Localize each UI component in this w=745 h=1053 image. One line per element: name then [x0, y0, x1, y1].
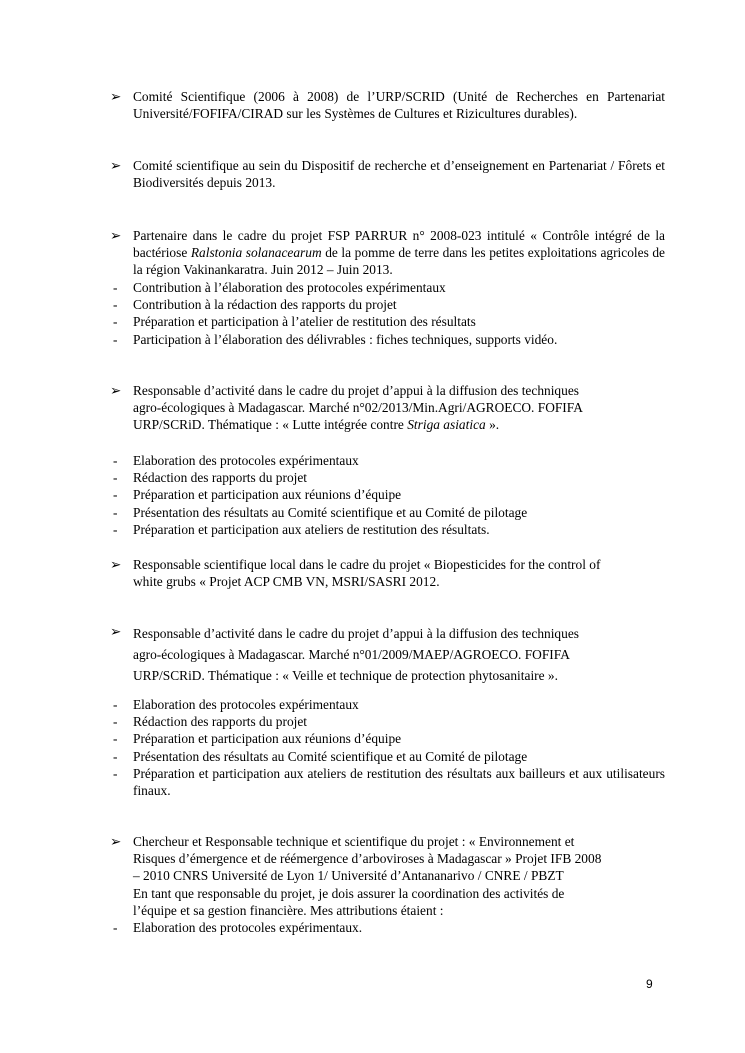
list-item: - Préparation et participation aux ateliers de restitution des résultats aux bailleurs et aux utilisateurs finaux. [113, 765, 665, 799]
task-list [110, 452, 665, 538]
entry-text: Responsable scientifique local dans le cadre du projet « Biopesticides for the control of white grubs « Projet ACP CMB VN, MSRI/SASRI 2012. [133, 557, 601, 590]
task-list [110, 919, 665, 936]
list-item: - Elaboration des protocoles expérimentaux [113, 697, 359, 712]
task-list [110, 279, 665, 348]
entry-comite-scientifique-urp [110, 88, 665, 122]
list-item: - Elaboration des protocoles expérimentaux. [113, 920, 363, 935]
list-item: - Rédaction des rapports du projet [113, 714, 308, 730]
list-item: - Contribution à l’élaboration des protocoles expérimentaux [113, 280, 446, 295]
entry-responsable-activite-striga [110, 382, 665, 434]
list-item: - Préparation et participation aux ateliers de restitution des résultats. [113, 521, 490, 537]
entry-responsable-activite-phytosanitaire [110, 623, 665, 686]
entry-text: Responsable d’activité dans le cadre du projet d’appui à la diffusion des techniques agro-écologiques à Madagascar. Marché n°01/2009/MAEP/AGROECO. FOFIFA URP/SCRiD. Thématique : « Veille et technique de protection phytosanitaire ». [133, 626, 579, 683]
list-item: - Préparation et participation à l’atelier de restitution des résultats [113, 314, 476, 330]
entry-responsable-scientifique-biopesticides [110, 556, 665, 590]
entry-chercheur-responsable-ifb [110, 833, 665, 919]
entry-text: Partenaire dans le cadre du projet FSP PARRUR n° 2008-023 intitulé « Contrôle intégré de la bactériose Ralstonia solanacearum de la pomme de terre dans les petites exploitations agricoles de la région Vakinankaratra. Juin 2012 – Juin 2013. [133, 228, 665, 278]
arrow-bullet-icon: ➢ [110, 228, 122, 243]
entry-text: Comité Scientifique (2006 à 2008) de l’URP/SCRID (Unité de Recherches en Partenariat Université/FOFIFA/CIRAD sur les Systèmes de Cultures et Rizicultures durables). [133, 89, 665, 122]
list-item: - Présentation des résultats au Comité scientifique et au Comité de pilotage [113, 504, 528, 520]
entry-text: Comité scientifique au sein du Dispositif de recherche et d’enseignement en Partenariat / Fôrets et Biodiversités depuis 2013. [133, 158, 665, 191]
list-item: - Présentation des résultats au Comité scientifique et au Comité de pilotage [113, 748, 528, 764]
arrow-bullet-icon: ➢ [110, 624, 122, 639]
entry-text: Responsable d’activité dans le cadre du projet d’appui à la diffusion des techniques agro-écologiques à Madagascar. Marché n°02/2013/Min.Agri/AGROECO. FOFIFA URP/SCRiD. Thématique : « Lutte intégrée contre Striga asiatica ». [133, 383, 583, 433]
arrow-bullet-icon: ➢ [110, 383, 122, 398]
list-item: - Elaboration des protocoles expérimentaux [113, 453, 359, 468]
entry-partenaire-fsp-parrur [110, 227, 665, 279]
task-list [110, 696, 665, 799]
list-item: - Préparation et participation aux réunions d’équipe [113, 487, 402, 503]
entry-comite-scientifique-dispositif [110, 157, 665, 191]
list-item: - Contribution à la rédaction des rapports du projet [113, 297, 397, 313]
entry-text: Chercheur et Responsable technique et scientifique du projet : « Environnement et Risques d’émergence et de réémergence d’arboviroses à Madagascar » Projet IFB 2008 – 2010 CNRS Université de Lyon 1/ Université d’Antananarivo / CNRE / PBZT En tant que responsable du projet, je dois assurer la coordination des activités de l’équipe et sa gestion financière. Mes attributions étaient : [133, 834, 602, 918]
arrow-bullet-icon: ➢ [110, 158, 122, 173]
page-number: 9 [646, 977, 653, 991]
arrow-bullet-icon: ➢ [110, 89, 122, 104]
list-item: - Rédaction des rapports du projet [113, 470, 308, 486]
list-item: - Préparation et participation aux réunions d’équipe [113, 731, 402, 747]
arrow-bullet-icon: ➢ [110, 557, 122, 572]
arrow-bullet-icon: ➢ [110, 834, 122, 849]
list-item: - Participation à l’élaboration des délivrables : fiches techniques, supports vidéo. [113, 331, 558, 347]
